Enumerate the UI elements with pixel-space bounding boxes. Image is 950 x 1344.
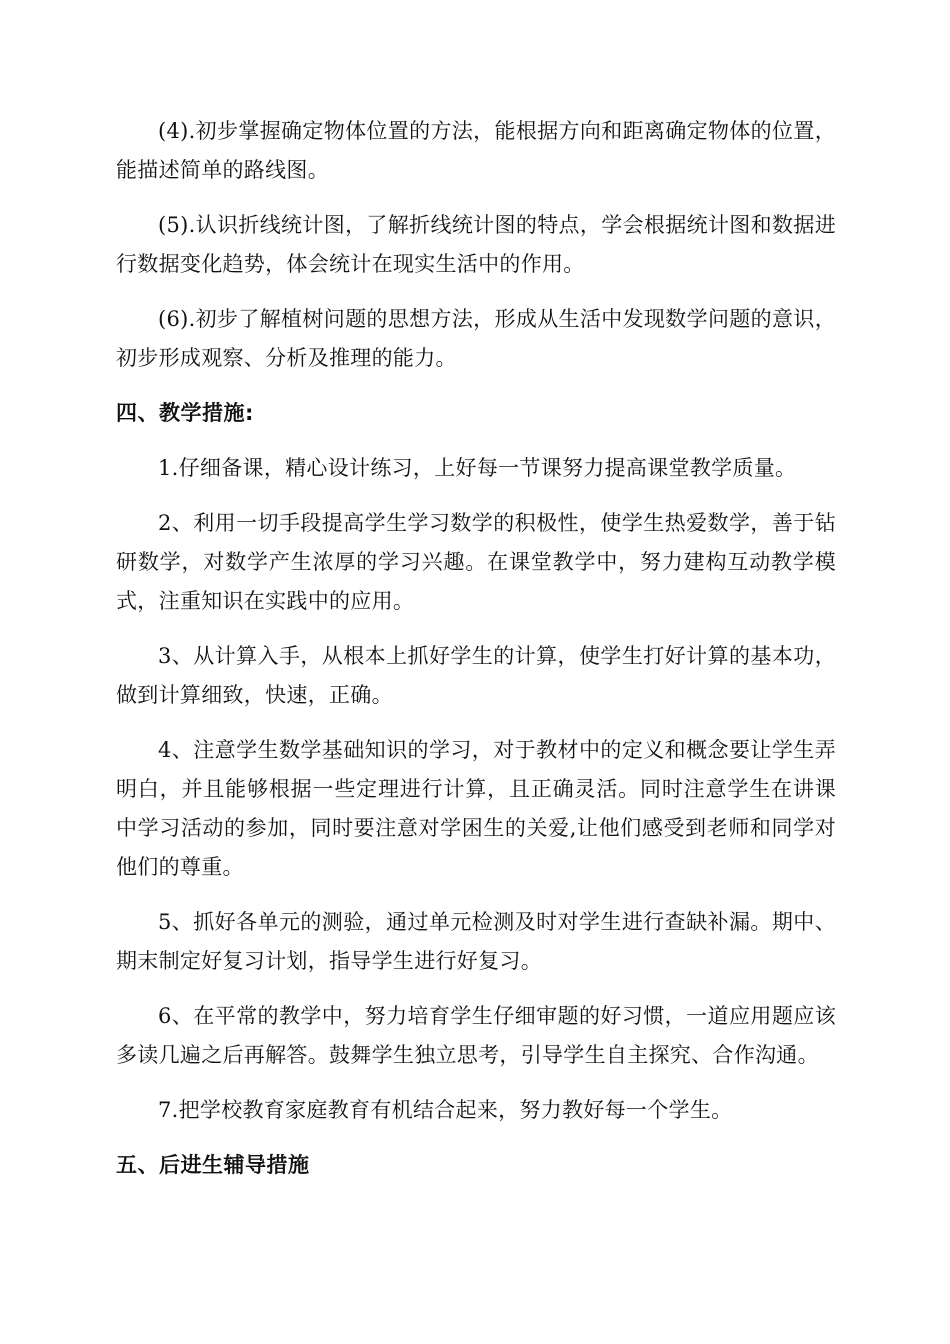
goal-paragraph-5: (5).认识折线统计图，了解折线统计图的特点，学会根据统计图和数据进行数据变化趋势，体会统计在现实生活中的作用。 xyxy=(116,213,836,276)
measure-paragraph-1: 1.仔细备课，精心设计练习，上好每一节课努力提高课堂教学质量。 xyxy=(158,456,797,480)
goal-paragraph-6: (6).初步了解植树问题的思想方法，形成从生活中发现数学问题的意识，初步形成观察、分析及推理的能力。 xyxy=(116,307,836,370)
measure-paragraph-4: 4、注意学生数学基础知识的学习，对于教材中的定义和概念要让学生弄明白，并且能够根据一些定理进行计算，且正确灵活。同时注意学生在讲课中学习活动的参加，同时要注意对学困生的关爱,让他们感受到老师和同学对他们的尊重。 xyxy=(116,738,836,879)
section-heading-tutoring-measures: 五、后进生辅导措施 xyxy=(116,1153,310,1177)
measure-paragraph-5: 5、抓好各单元的测验，通过单元检测及时对学生进行查缺补漏。期中、期末制定好复习计划，指导学生进行好复习。 xyxy=(116,910,836,973)
measure-paragraph-3: 3、从计算入手，从根本上抓好学生的计算，使学生打好计算的基本功，做到计算细致，快速，正确。 xyxy=(116,644,836,707)
measure-paragraph-6: 6、在平常的教学中，努力培育学生仔细审题的好习惯，一道应用题应该多读几遍之后再解答。鼓舞学生独立思考，引导学生自主探究、合作沟通。 xyxy=(116,1004,836,1067)
measure-paragraph-7: 7.把学校教育家庭教育有机结合起来，努力教好每一个学生。 xyxy=(158,1098,733,1122)
document-page xyxy=(116,112,836,1201)
section-heading-teaching-measures: 四、教学措施: xyxy=(116,401,254,425)
measure-paragraph-2: 2、利用一切手段提高学生学习数学的积极性，使学生热爱数学，善于钻研数学，对数学产生浓厚的学习兴趣。在课堂教学中，努力建构互动教学模式，注重知识在实践中的应用。 xyxy=(116,511,836,613)
goal-paragraph-4: (4).初步掌握确定物体位置的方法，能根据方向和距离确定物体的位置，能描述简单的路线图。 xyxy=(116,119,836,182)
